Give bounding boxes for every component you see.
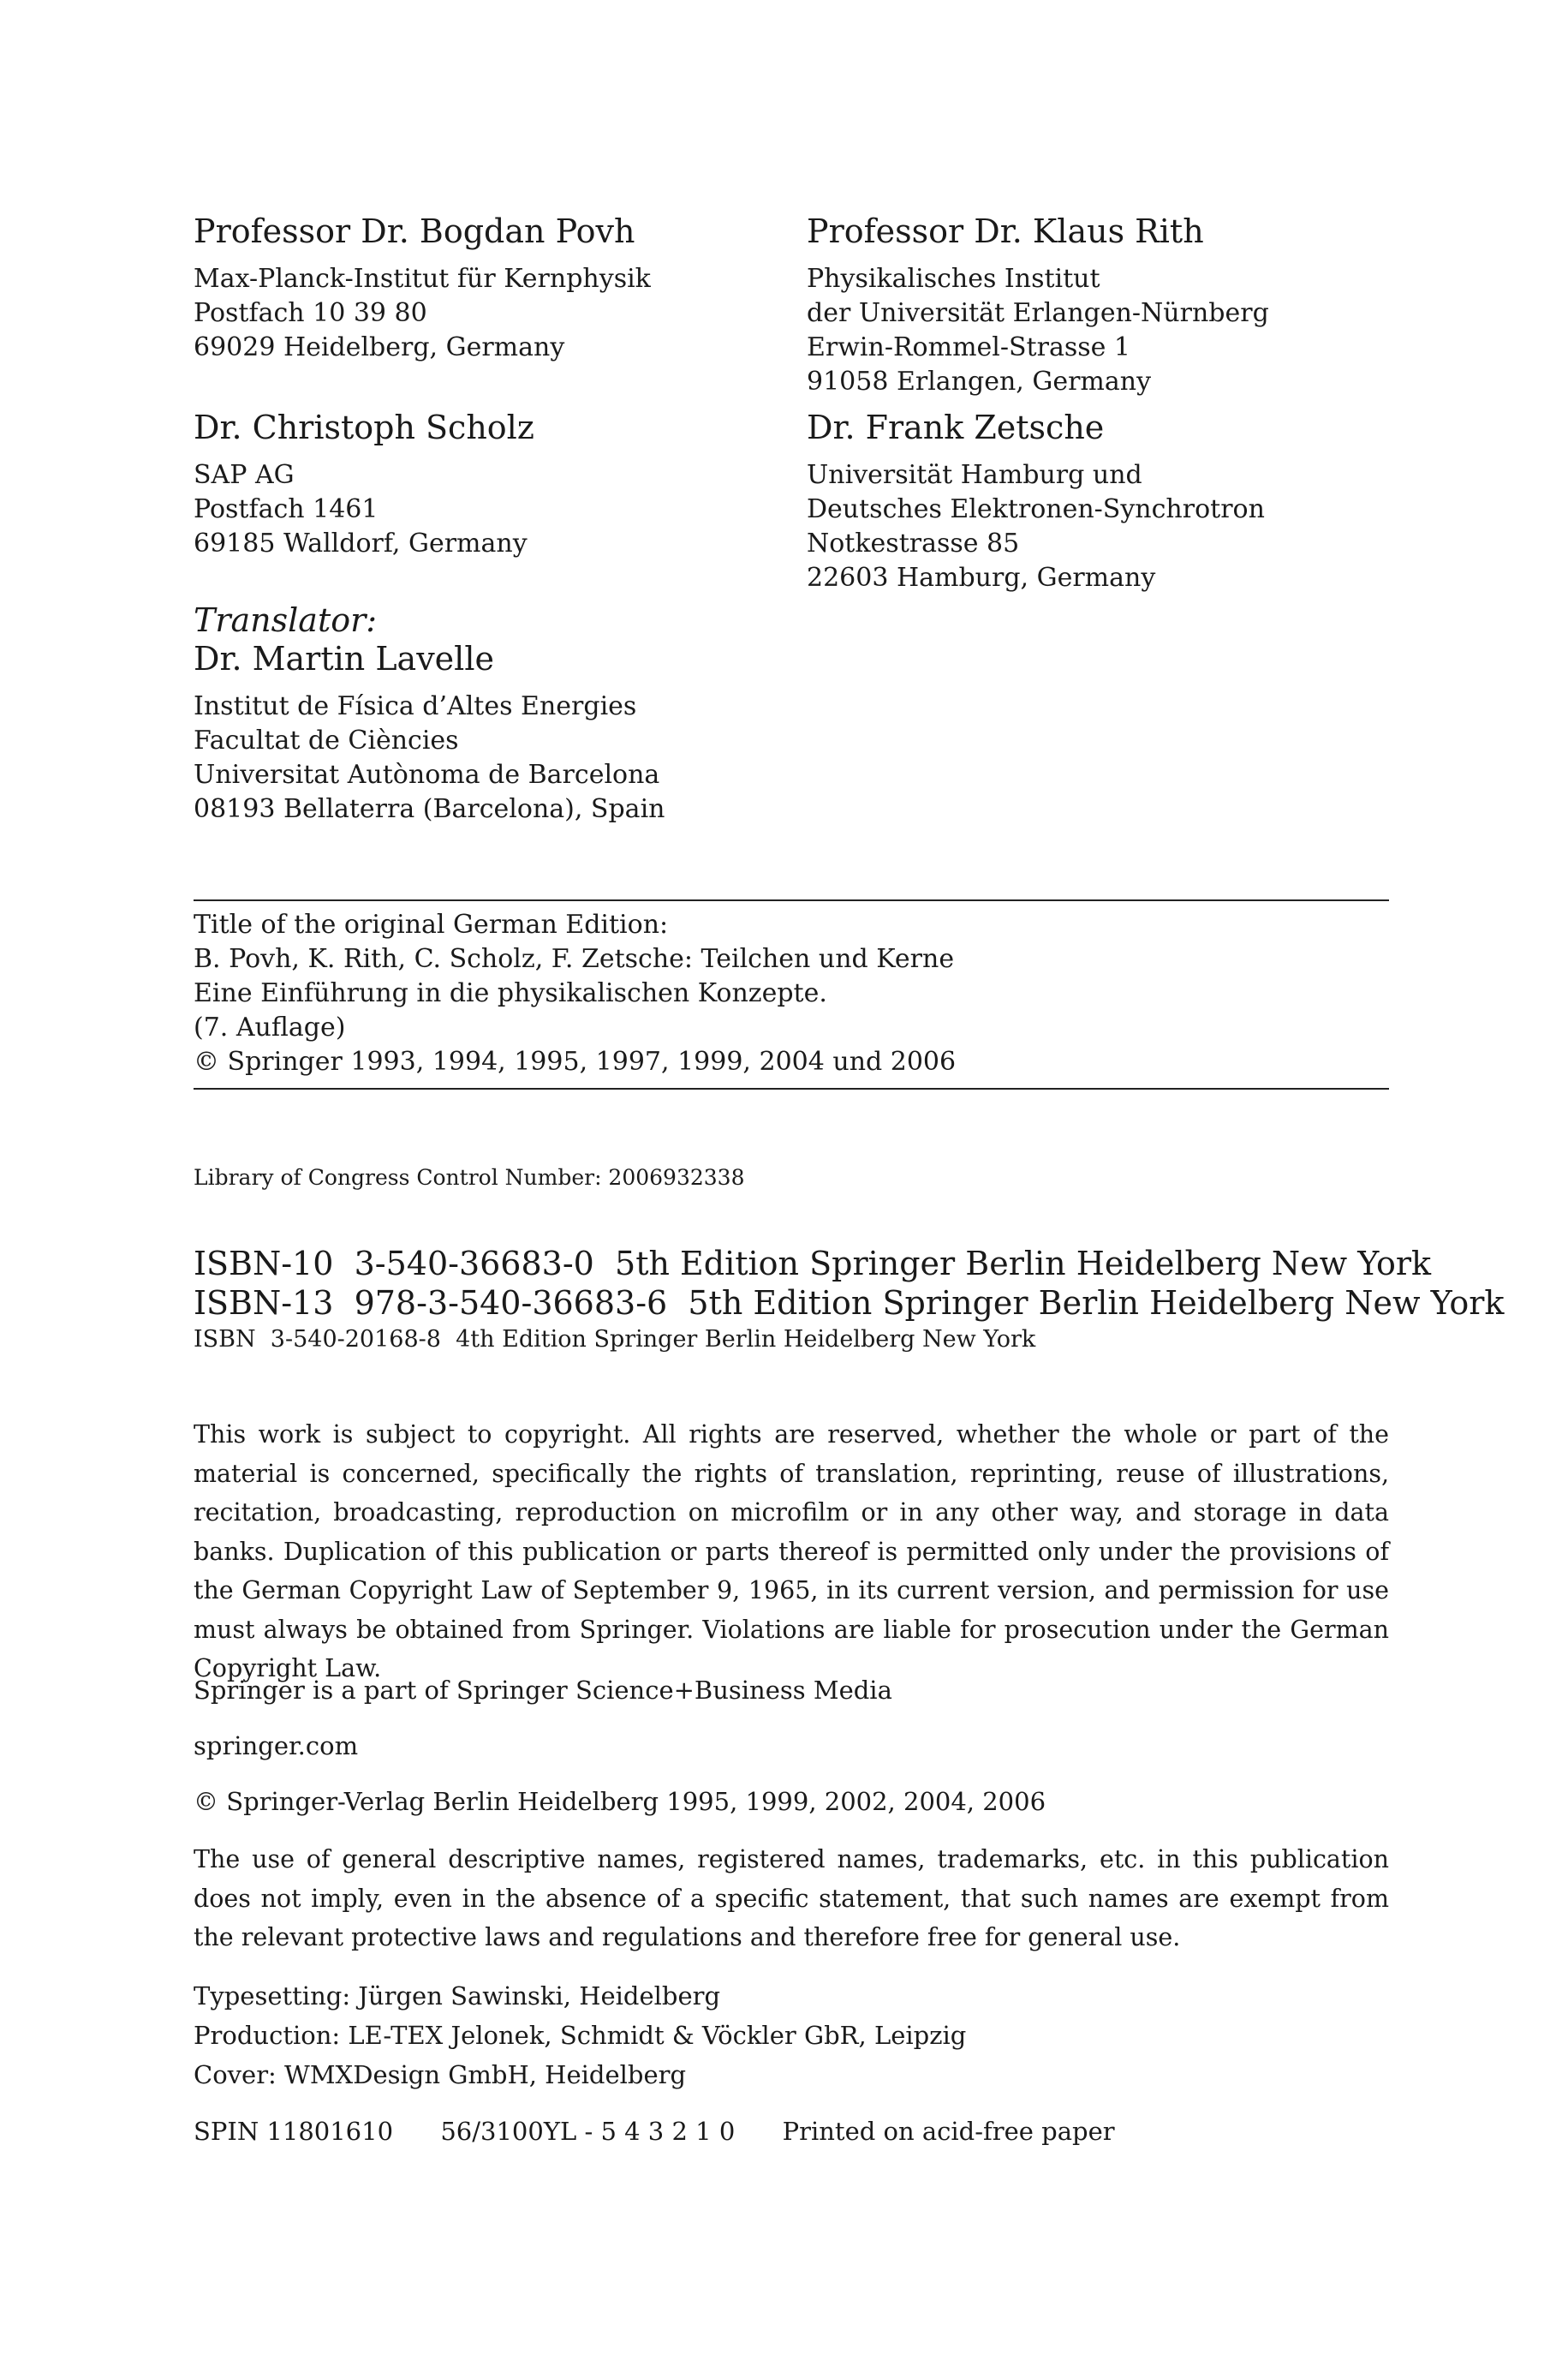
print-info [194, 2116, 1115, 2147]
author-name: Dr. Christoph Scholz [194, 409, 534, 446]
address-line: der Universität Erlangen-Nürnberg [807, 298, 1269, 328]
address-line: Deutsches Elektronen-Synchrotron [807, 494, 1265, 524]
author-zetsche [807, 407, 1389, 595]
address-line: Institut de Física d’Altes Energies [194, 691, 637, 721]
address-line: 69029 Heidelberg, Germany [194, 332, 565, 362]
springer-copyright: © Springer-Verlag Berlin Heidelberg 1995, 1999, 2002, 2004, 2006 [194, 1787, 1046, 1816]
author-povh [194, 211, 776, 365]
production-credit: Production: LE-TEX Jelonek, Schmidt & Vöckler GbR, Leipzig [194, 2021, 967, 2050]
address-line: Physikalisches Institut [807, 264, 1100, 294]
address-line: Universität Hamburg und [807, 460, 1142, 490]
library-of-congress-number: Library of Congress Control Number: 2006932338 [194, 1165, 745, 1190]
author-scholz [194, 407, 776, 561]
original-edition-line: Title of the original German Edition: [194, 910, 669, 940]
translator-label: Translator: [194, 601, 378, 639]
isbn-13: ISBN-13 978-3-540-36683-6 5th Edition Springer Berlin Heidelberg New York [194, 1284, 1505, 1322]
address-line: SAP AG [194, 460, 295, 490]
original-edition-line: Eine Einführung in die physikalischen Konzepte. [194, 978, 827, 1008]
usage-paragraph: The use of general descriptive names, registered names, trademarks, etc. in this publication does not imply, even in the absence of a specific statement, that such names are exempt from the relevant protective laws and regulations and therefore free for general use. [194, 1845, 1389, 1951]
original-edition-line: B. Povh, K. Rith, C. Scholz, F. Zetsche: Teilchen und Kerne [194, 944, 955, 974]
original-edition-line: (7. Auflage) [194, 1013, 346, 1043]
typesetting-credit: Typesetting: Jürgen Sawinski, Heidelberg [194, 1981, 721, 2011]
address-line: 22603 Hamburg, Germany [807, 563, 1156, 593]
spin-number: SPIN 11801610 [194, 2117, 394, 2146]
springer-url: springer.com [194, 1731, 359, 1760]
author-name: Professor Dr. Bogdan Povh [194, 212, 635, 250]
credits-block [194, 1976, 966, 2094]
translator-name: Dr. Martin Lavelle [194, 640, 494, 678]
isbn-previous-edition: ISBN 3-540-20168-8 4th Edition Springer Berlin Heidelberg New York [194, 1326, 1036, 1353]
author-name: Dr. Frank Zetsche [807, 409, 1105, 446]
copyright-paragraph: This work is subject to copyright. All rights are reserved, whether the whole or part of the material is concerned, specifically the rights of translation, reprinting, reuse of illustrations, recitation, broadcasting, reproduction on microfilm or in any other way, and storage in data banks. Duplication of this publication or parts thereof is permitted only under the provisions of the German Copyright Law of September 9, 1965, in its current version, and permission for use must always be obtained from Springer. Violations are liable for prosecution under the German Copyright Law. [194, 1420, 1389, 1682]
print-code: 56/3100YL - 5 4 3 2 1 0 [440, 2117, 736, 2146]
paper-note: Printed on acid-free paper [782, 2117, 1115, 2146]
address-line: 69185 Walldorf, Germany [194, 529, 528, 559]
original-edition-box [194, 899, 1389, 1090]
address-line: Universitat Autònoma de Barcelona [194, 760, 660, 790]
springer-part-line: Springer is a part of Springer Science+Business Media [194, 1676, 892, 1705]
address-line: Postfach 1461 [194, 494, 379, 524]
address-line: Notkestrasse 85 [807, 529, 1020, 559]
cover-credit: Cover: WMXDesign GmbH, Heidelberg [194, 2060, 687, 2089]
translator-block [194, 602, 776, 827]
address-line: Postfach 10 39 80 [194, 298, 427, 328]
address-line: 08193 Bellaterra (Barcelona), Spain [194, 794, 665, 824]
author-rith [807, 211, 1389, 399]
address-line: Erwin-Rommel-Strasse 1 [807, 332, 1131, 362]
address-line: Max-Planck-Institut für Kernphysik [194, 264, 651, 294]
author-name: Professor Dr. Klaus Rith [807, 212, 1204, 250]
original-edition-line: © Springer 1993, 1994, 1995, 1997, 1999, 2004 und 2006 [194, 1047, 957, 1077]
isbn-block [194, 1244, 1505, 1357]
isbn-10: ISBN-10 3-540-36683-0 5th Edition Springer Berlin Heidelberg New York [194, 1245, 1432, 1282]
address-line: Facultat de Ciències [194, 726, 459, 756]
address-line: 91058 Erlangen, Germany [807, 367, 1152, 397]
